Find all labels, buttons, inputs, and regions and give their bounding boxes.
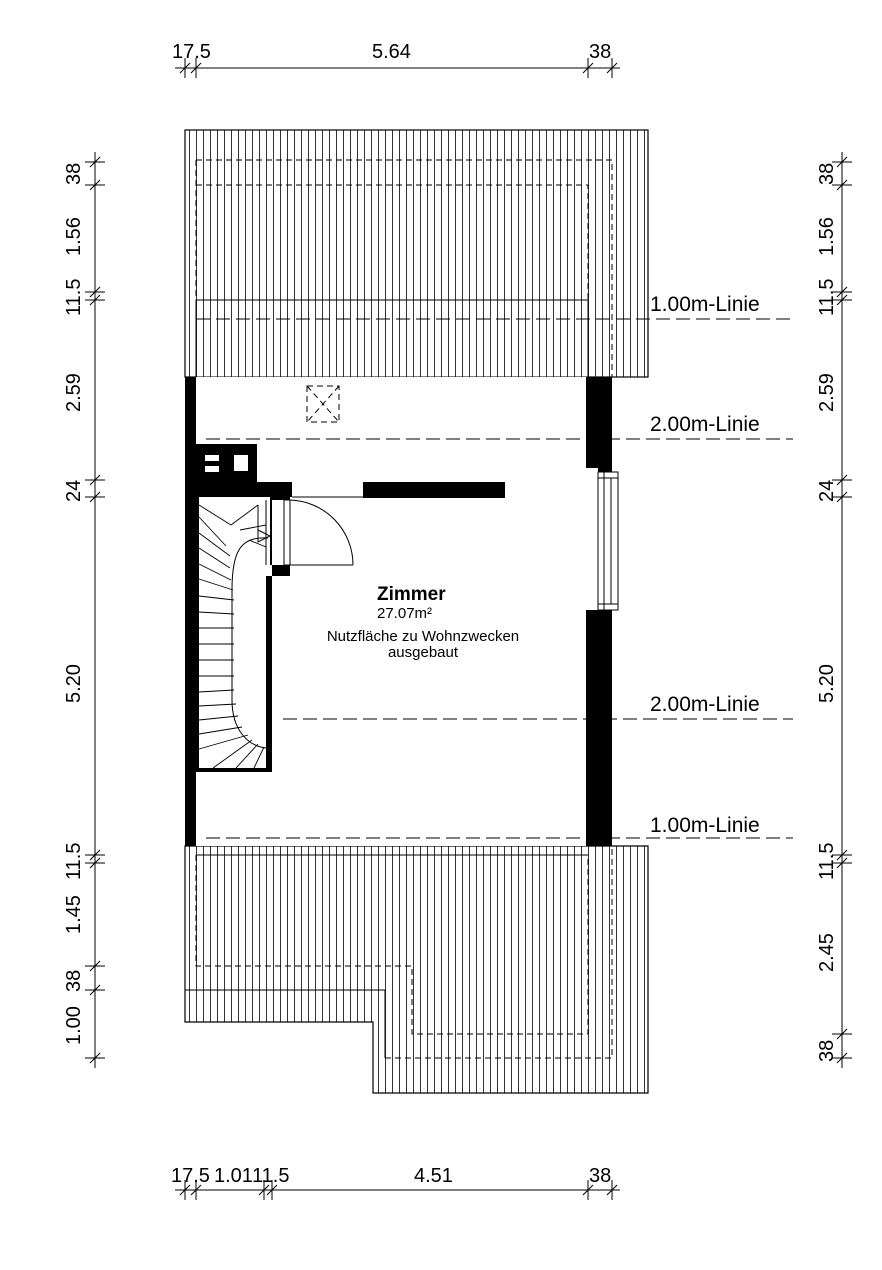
- dim-left-3: 11.5: [63, 278, 85, 316]
- window-right: [598, 472, 618, 610]
- height-label-lower-1m: 1.00m-Linie: [650, 814, 760, 837]
- room-note-line2: ausgebaut: [387, 644, 459, 661]
- dim-bottom-5: 38: [589, 1165, 612, 1187]
- dim-left-10: 1.00: [63, 1006, 85, 1045]
- dim-top-2: 5.64: [372, 41, 411, 63]
- dim-bottom-2: 1.01: [214, 1165, 253, 1187]
- dim-top-3: 38: [589, 41, 612, 63]
- dim-left-5: 24: [63, 479, 85, 502]
- dim-right-3: 11.5: [816, 278, 838, 316]
- dim-right-9: 38: [816, 1039, 838, 1062]
- dim-left-7: 11.5: [63, 842, 85, 880]
- left-dimension-chain: [63, 152, 105, 1068]
- top-dimension-chain: [172, 41, 620, 78]
- dim-left-6: 5.20: [63, 664, 85, 703]
- dim-right-2: 1.56: [816, 217, 838, 256]
- height-label-upper-2m: 2.00m-Linie: [650, 413, 760, 436]
- dim-left-8: 1.45: [63, 895, 85, 934]
- room-name: Zimmer: [377, 584, 446, 605]
- dim-right-7: 11.5: [816, 842, 838, 880]
- wall-right-upper: [586, 377, 612, 472]
- dim-left-2: 1.56: [63, 217, 85, 256]
- dim-right-1: 38: [816, 162, 838, 185]
- dim-left-9: 38: [63, 969, 85, 992]
- height-label-lower-2m: 2.00m-Linie: [650, 693, 760, 716]
- wall-partition-right: [363, 482, 505, 498]
- right-dimension-chain: [816, 152, 852, 1068]
- dim-right-8: 2.45: [816, 933, 838, 972]
- roof-top: [185, 130, 648, 377]
- room-note-line1: Nutzfläche zu Wohnzwecken: [326, 628, 520, 645]
- wall-right-lower: [586, 610, 612, 846]
- bottom-dimension-chain: [171, 1165, 620, 1200]
- dim-right-4: 2.59: [816, 373, 838, 412]
- dim-right-5: 24: [816, 479, 838, 502]
- room-area: 27.07m²: [377, 605, 433, 622]
- dim-bottom-3: 11.5: [252, 1165, 290, 1187]
- staircase: [199, 500, 270, 768]
- dim-bottom-1: 17.5: [171, 1165, 210, 1187]
- dim-left-4: 2.59: [63, 373, 85, 412]
- height-label-upper-1m: 1.00m-Linie: [650, 293, 760, 316]
- roof-bottom: [185, 846, 648, 1093]
- dim-top-1: 17.5: [172, 41, 211, 63]
- dim-bottom-4: 4.51: [414, 1165, 453, 1187]
- wall-partition-left: [185, 482, 292, 497]
- dim-right-6: 5.20: [816, 664, 838, 703]
- dim-left-1: 38: [63, 162, 85, 185]
